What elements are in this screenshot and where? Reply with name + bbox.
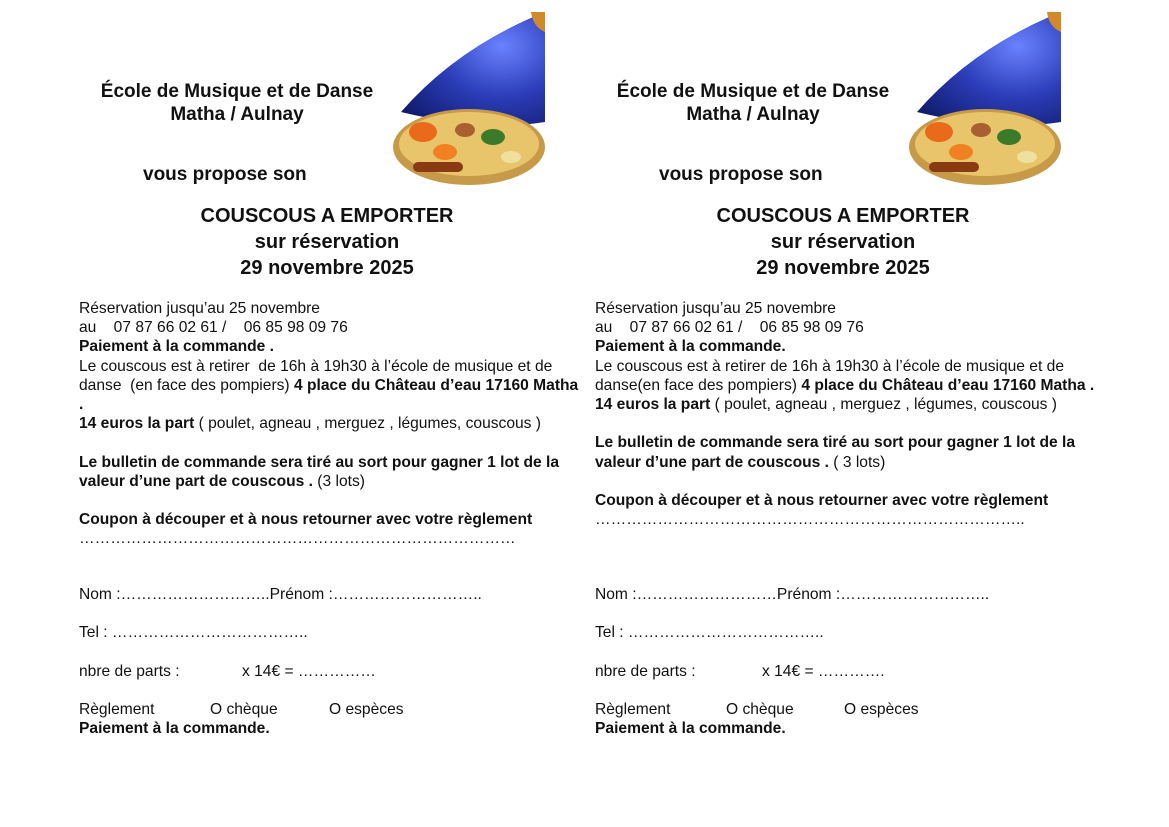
pickup-text: Le couscous est à retirer de 16h à 19h30 à l’école de musique et de danse (en face des pompiers) — [79, 357, 557, 394]
cheque-option[interactable]: O chèque — [210, 701, 278, 718]
price-detail: ( poulet, agneau , merguez , légumes, couscous ) — [710, 396, 1057, 414]
especes-option[interactable]: O espèces — [329, 701, 404, 718]
parts-calc: x 14€ = …………… — [242, 663, 376, 680]
coupon-text: Coupon à découper et à nous retourner avec votre règlement — [79, 511, 533, 529]
subtitle: sur réservation — [254, 231, 400, 253]
propose-text: vous propose son — [143, 164, 307, 185]
price: 14 euros la part — [79, 415, 195, 433]
payment-note — [79, 337, 579, 356]
price-detail: ( poulet, agneau , merguez , légumes, couscous ) — [194, 415, 541, 433]
school-line1: École de Musique et de Danse — [616, 81, 890, 102]
info-text — [595, 299, 1095, 529]
cut-line: ………………………………………………………………………… — [79, 530, 516, 548]
parts-label: nbre de parts : — [595, 663, 696, 680]
payment-text: Paiement à la commande . — [79, 338, 274, 356]
title: COUSCOUS A EMPORTER — [716, 205, 970, 227]
cut-line: ……………………………………………………………………….. — [595, 511, 1025, 529]
lottery-info — [595, 433, 1095, 471]
info-text — [79, 299, 579, 549]
coupon-heading — [595, 491, 1095, 510]
parts-label: nbre de parts : — [79, 663, 180, 680]
headline — [79, 203, 575, 281]
reservation-deadline: Réservation jusqu’au 25 novembre — [79, 300, 320, 317]
flyer-left — [79, 0, 599, 827]
coupon-heading — [79, 510, 579, 529]
payment-reminder: Paiement à la commande. — [595, 720, 786, 737]
pickup-info — [595, 357, 1095, 395]
name-field[interactable]: Nom :………………………..Prénom :……………………….. — [79, 586, 482, 603]
payment-reminder: Paiement à la commande. — [79, 720, 270, 737]
payment-method — [595, 700, 919, 719]
propose-text: vous propose son — [659, 164, 823, 185]
parts-calc: x 14€ = …………. — [762, 663, 885, 680]
flyer-right — [595, 0, 1115, 827]
tel-field[interactable]: Tel : ……………………………….. — [79, 624, 308, 641]
price: 14 euros la part — [595, 396, 711, 414]
name-field[interactable]: Nom :………………………Prénom :……………………….. — [595, 586, 990, 603]
reservation-deadline: Réservation jusqu’au 25 novembre — [595, 300, 836, 317]
school-line1: École de Musique et de Danse — [100, 81, 374, 102]
headline — [595, 203, 1091, 281]
payment-text: Paiement à la commande. — [595, 338, 786, 356]
school-name — [603, 80, 903, 126]
payment-method — [79, 700, 404, 719]
coupon-text: Coupon à découper et à nous retourner avec votre règlement — [595, 492, 1049, 509]
tajine-image — [909, 12, 1061, 186]
price-info — [595, 395, 1095, 414]
lottery-text: Le bulletin de commande sera tiré au sort pour gagner 1 lot de la valeur d’une part de couscous . — [79, 453, 560, 490]
lottery-info — [79, 453, 579, 491]
payment-note — [595, 337, 1095, 356]
reglement-label: Règlement — [79, 701, 155, 718]
title: COUSCOUS A EMPORTER — [200, 205, 454, 227]
reglement-label: Règlement — [595, 701, 671, 718]
lottery-text: Le bulletin de commande sera tiré au sort pour gagner 1 lot de la valeur d’une part de couscous . — [595, 434, 1076, 471]
tel-field[interactable]: Tel : ……………………………….. — [595, 624, 824, 641]
tajine-image — [393, 12, 545, 186]
cheque-option[interactable]: O chèque — [726, 701, 794, 718]
pickup-text: Le couscous est à retirer de 16h à 19h30 à l’école de musique et de danse(en face des pompiers) — [595, 357, 1069, 394]
especes-option[interactable]: O espèces — [844, 701, 919, 718]
pickup-info — [79, 357, 579, 415]
price-info — [79, 414, 579, 433]
phone-numbers: au 07 87 66 02 61 / 06 85 98 09 76 — [595, 319, 864, 337]
phone-numbers: au 07 87 66 02 61 / 06 85 98 09 76 — [79, 319, 348, 337]
subtitle: sur réservation — [770, 231, 916, 253]
school-line2: Matha / Aulnay — [170, 104, 304, 125]
pickup-address: 4 place du Château d’eau 17160 Matha . — [79, 376, 579, 414]
event-date: 29 novembre 2025 — [756, 257, 930, 279]
lottery-lots: (3 lots) — [312, 472, 365, 490]
school-line2: Matha / Aulnay — [686, 104, 820, 125]
lottery-lots: ( 3 lots) — [828, 453, 886, 471]
school-name — [87, 80, 387, 126]
event-date: 29 novembre 2025 — [240, 257, 414, 279]
parts-field[interactable] — [595, 662, 885, 681]
pickup-address: 4 place du Château d’eau 17160 Matha . — [801, 376, 1095, 394]
parts-field[interactable] — [79, 662, 376, 681]
